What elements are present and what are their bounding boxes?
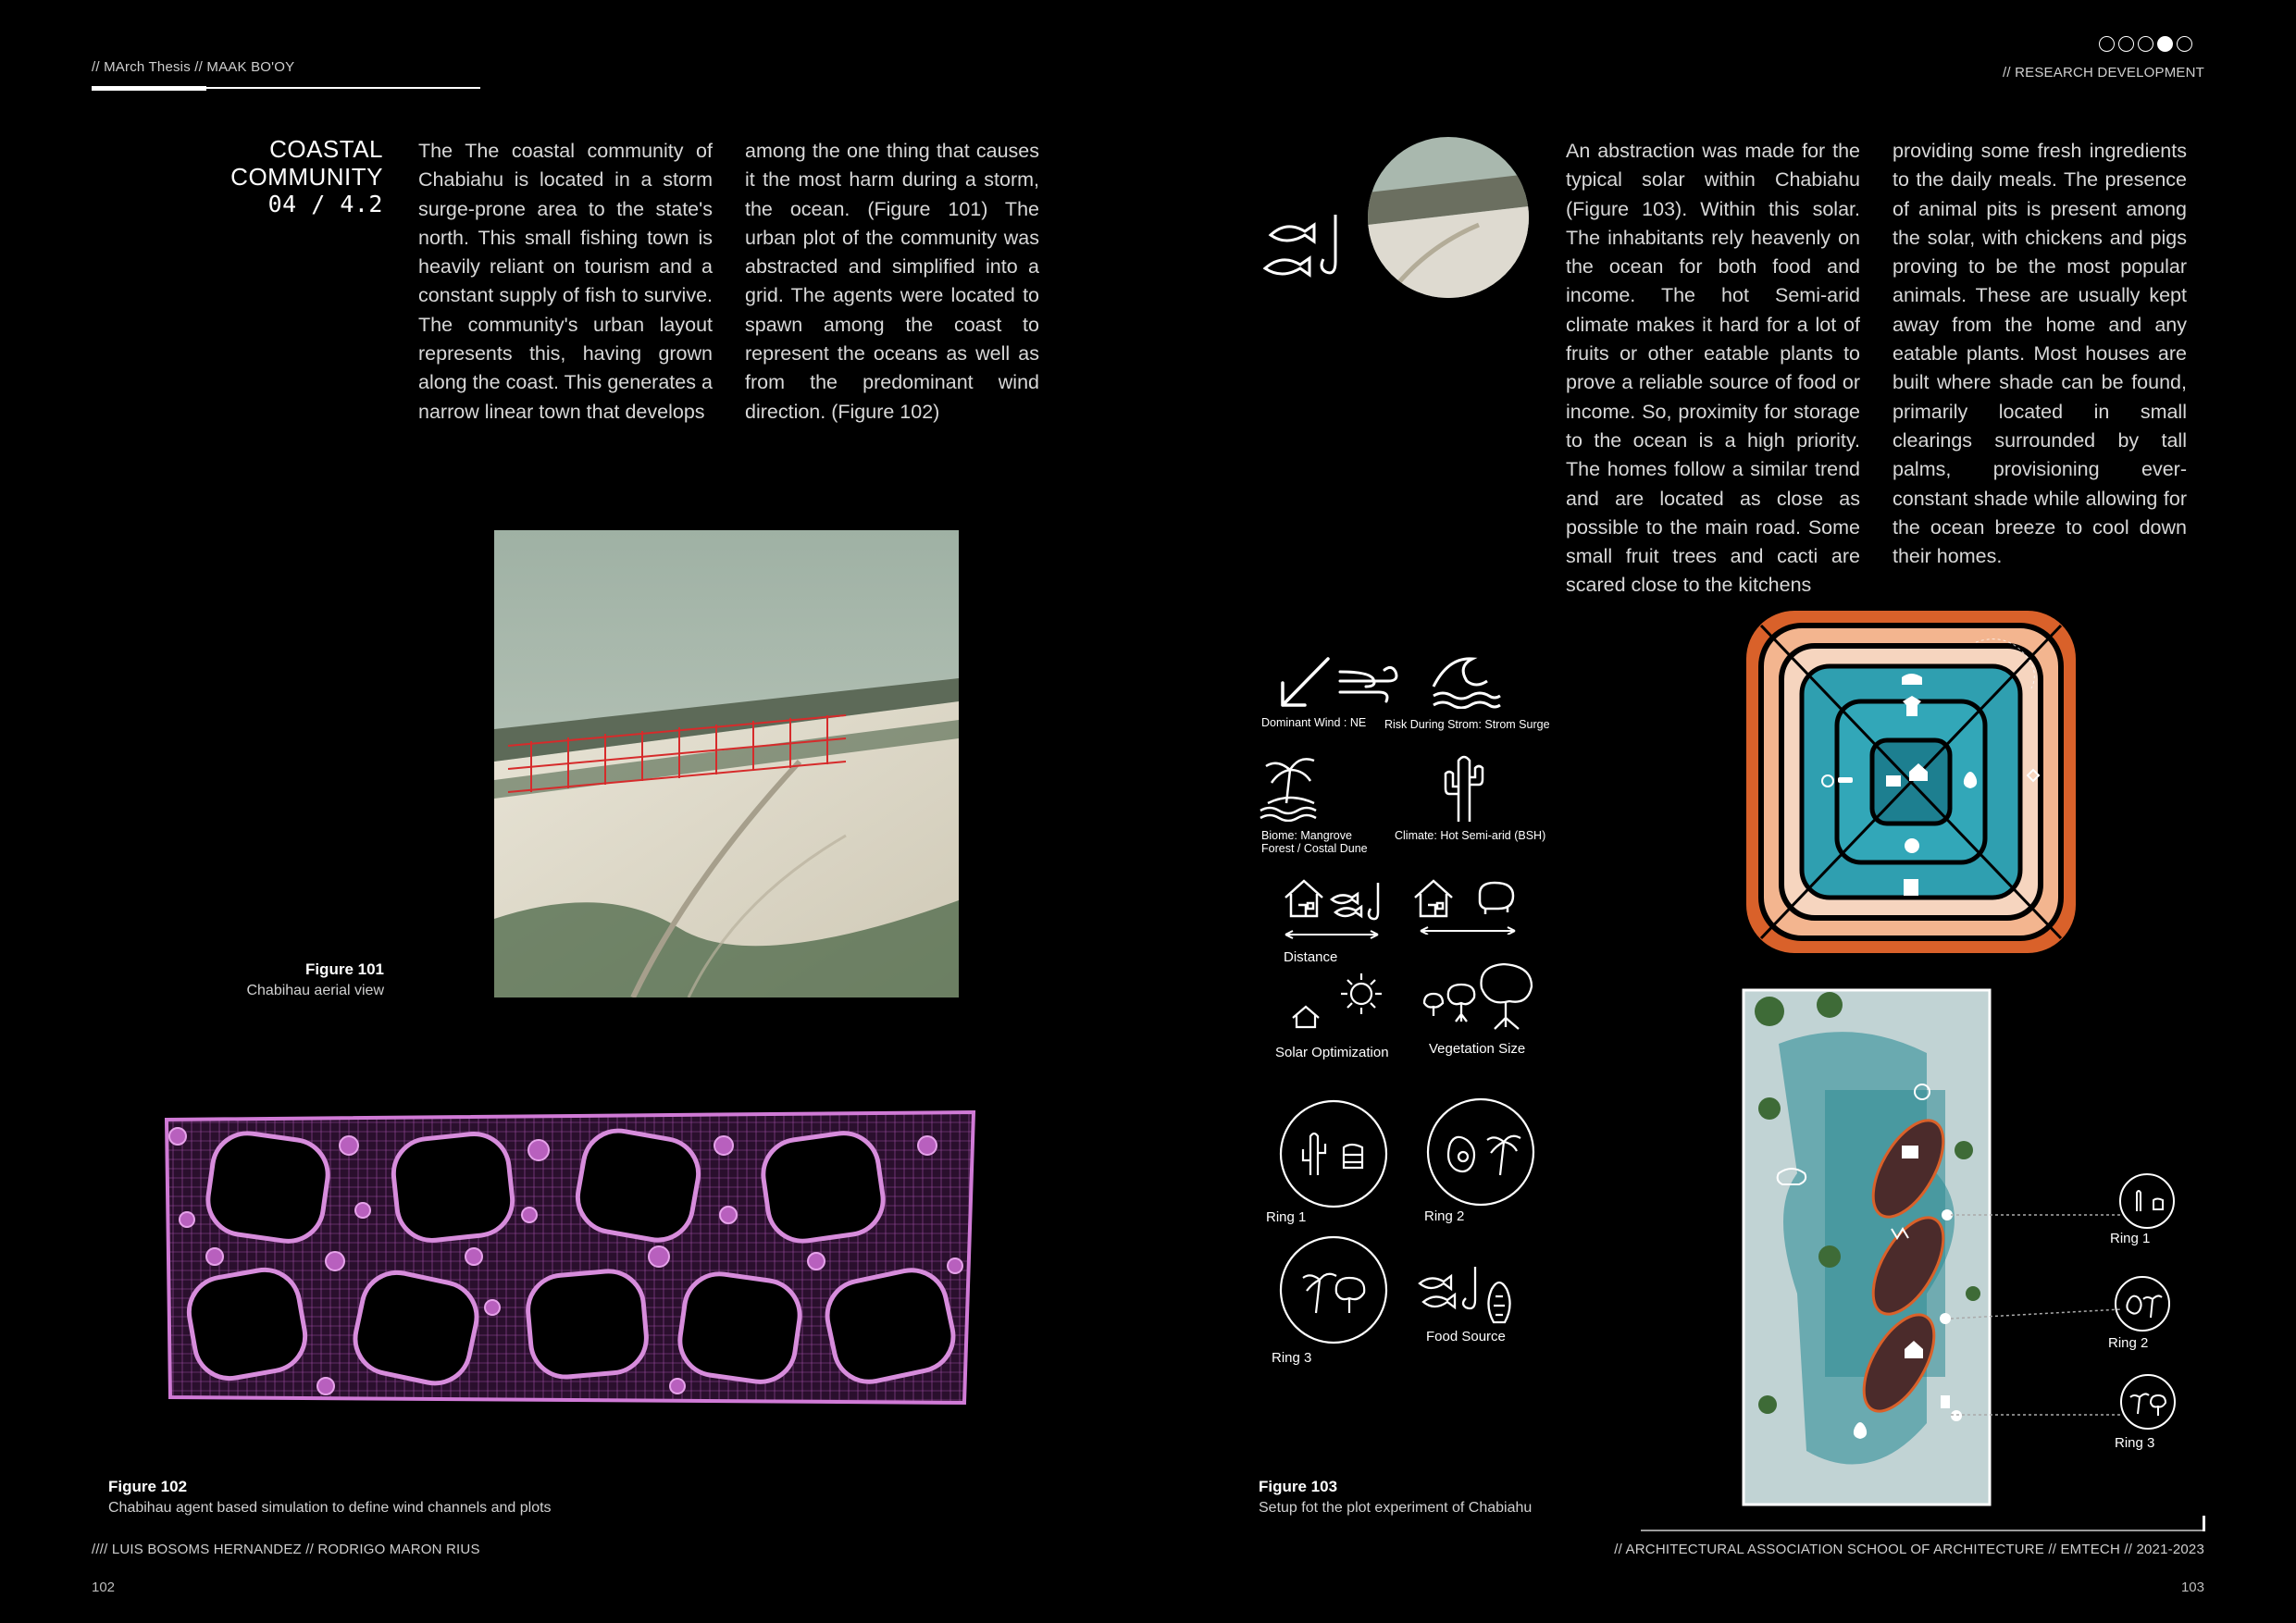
plan-ring-2-circle: [2114, 1275, 2171, 1332]
agent-simulation-image: [159, 1109, 981, 1406]
biome-label: Biome: Mangrove Forest / Costal Dune: [1261, 829, 1368, 855]
ring-3-label: Ring 3: [1272, 1350, 1312, 1366]
food-source-label: Food Source: [1426, 1329, 1506, 1344]
progress-dots: [2099, 36, 2192, 52]
section-header: // RESEARCH DEVELOPMENT: [2003, 65, 2204, 81]
solar-label: Solar Optimization: [1275, 1045, 1389, 1060]
distance-house-pig-icon: [1411, 875, 1520, 935]
figure-102-caption: Chabihau agent based simulation to define wind channels and plots: [108, 1500, 552, 1516]
plan-ring-1-label: Ring 1: [2110, 1231, 2151, 1246]
left-column-2: among the one thing that causes it the most harm during a storm, the ocean. (Figure 101) The urban plot of the community was abstracted and simplified into a grid. The agents were located to spawn among the coast to represent the oceans as well as from the predominant wind direction. (Figure 102): [745, 140, 1039, 423]
ring-diagram: [1744, 605, 2078, 957]
wind-label: Dominant Wind : NE: [1261, 716, 1367, 729]
left-column-1: The The coastal community of Chabiahu is located in a storm surge-prone area to the state's north. This small fishing town is heavily reliant on tourism and a constant supply of fish to survive. The community's urban layout represents this, having grown along the coast. This generates a narrow linear town that develops: [418, 140, 713, 423]
page-number-left: 102: [92, 1580, 116, 1595]
section-title: [120, 135, 383, 218]
plan-ring-2-label: Ring 2: [2108, 1335, 2149, 1351]
header-rule: [92, 87, 480, 89]
wind-direction-icon: [1277, 655, 1407, 712]
cactus-icon: [1444, 751, 1484, 822]
figure-103-caption: Setup fot the plot experiment of Chabiahu: [1259, 1500, 1533, 1516]
community-photo-circle: [1368, 137, 1529, 298]
figure-102-title: Figure 102: [108, 1478, 188, 1495]
storm-wave-icon: [1430, 653, 1502, 709]
footer-rule-tick: [2203, 1516, 2205, 1531]
food-source-icon: [1416, 1263, 1525, 1326]
climate-label: Climate: Hot Semi-arid (BSH): [1395, 829, 1546, 842]
ring-1-label: Ring 1: [1266, 1209, 1307, 1225]
fish-hook-icon: [1263, 211, 1348, 285]
progress-dot: [2177, 36, 2192, 52]
progress-dot: [2099, 36, 2115, 52]
section-number: 04 / 4.2: [267, 191, 383, 217]
thesis-header: // MArch Thesis // MAAK BO'OY: [92, 59, 295, 75]
authors-footer: //// LUIS BOSOMS HERNANDEZ // RODRIGO MARON RIUS: [92, 1542, 480, 1557]
distance-label: Distance: [1284, 949, 1338, 965]
progress-dot-active: [2157, 36, 2173, 52]
section-title-text: COASTAL COMMUNITY: [230, 135, 383, 191]
ring-2-legend-circle: [1426, 1097, 1535, 1207]
figure-101-title: Figure 101: [304, 960, 384, 978]
ring-3-legend-circle: [1279, 1235, 1388, 1344]
footer-rule: [1641, 1530, 2205, 1531]
right-column-1: An abstraction was made for the typical solar within Chabiahu (Figure 103). Within this solar. The inhabitants rely heavenly on the ocean for both food and income. The hot Semi-arid climate makes it hard for a lot of fruits or other eatable plants to prove a reliable source of food or income. So, proximity for storage to the ocean is a high priority. The homes follow a similar trend and are located as close as possible to the main road. Some small fruit trees and cacti are scared close to the kitchens: [1566, 140, 1860, 597]
distance-house-fish-icon: [1282, 875, 1391, 942]
school-footer: // ARCHITECTURAL ASSOCIATION SCHOOL OF ARCHITECTURE // EMTECH // 2021-2023: [1614, 1542, 2204, 1557]
vegetation-size-icon: [1422, 960, 1541, 1031]
aerial-view-image: [494, 530, 959, 997]
island-palm-icon: [1259, 751, 1323, 822]
figure-103-title: Figure 103: [1259, 1478, 1338, 1495]
risk-label: Risk During Strom: Strom Surge: [1384, 718, 1550, 731]
progress-dot: [2118, 36, 2134, 52]
plan-ring-3-label: Ring 3: [2115, 1435, 2155, 1451]
ring-1-legend-circle: [1279, 1099, 1388, 1208]
solar-optimization-icon: [1291, 972, 1384, 1029]
vegetation-label: Vegetation Size: [1429, 1041, 1526, 1057]
right-column-2: providing some fresh ingredients to the daily meals. The presence of animal pits is present among the solar, with chickens and pigs proving to be the most popular animals. These are usually kept away from the home and any eatable plants. Most houses are built where shade can be found, primarily located in small clearings surrounded by tall palms, provisioning ever-constant shade while allowing for the ocean breeze to cool down their homes.: [1893, 140, 2187, 568]
progress-dot: [2138, 36, 2153, 52]
plan-ring-3-circle: [2119, 1373, 2177, 1431]
plan-ring-1-circle: [2118, 1172, 2176, 1230]
plan-callout-lines: [1947, 1161, 2132, 1439]
figure-101-caption: Chabihau aerial view: [246, 983, 384, 998]
ring-2-label: Ring 2: [1424, 1208, 1465, 1224]
page-number-right: 103: [2180, 1580, 2204, 1595]
